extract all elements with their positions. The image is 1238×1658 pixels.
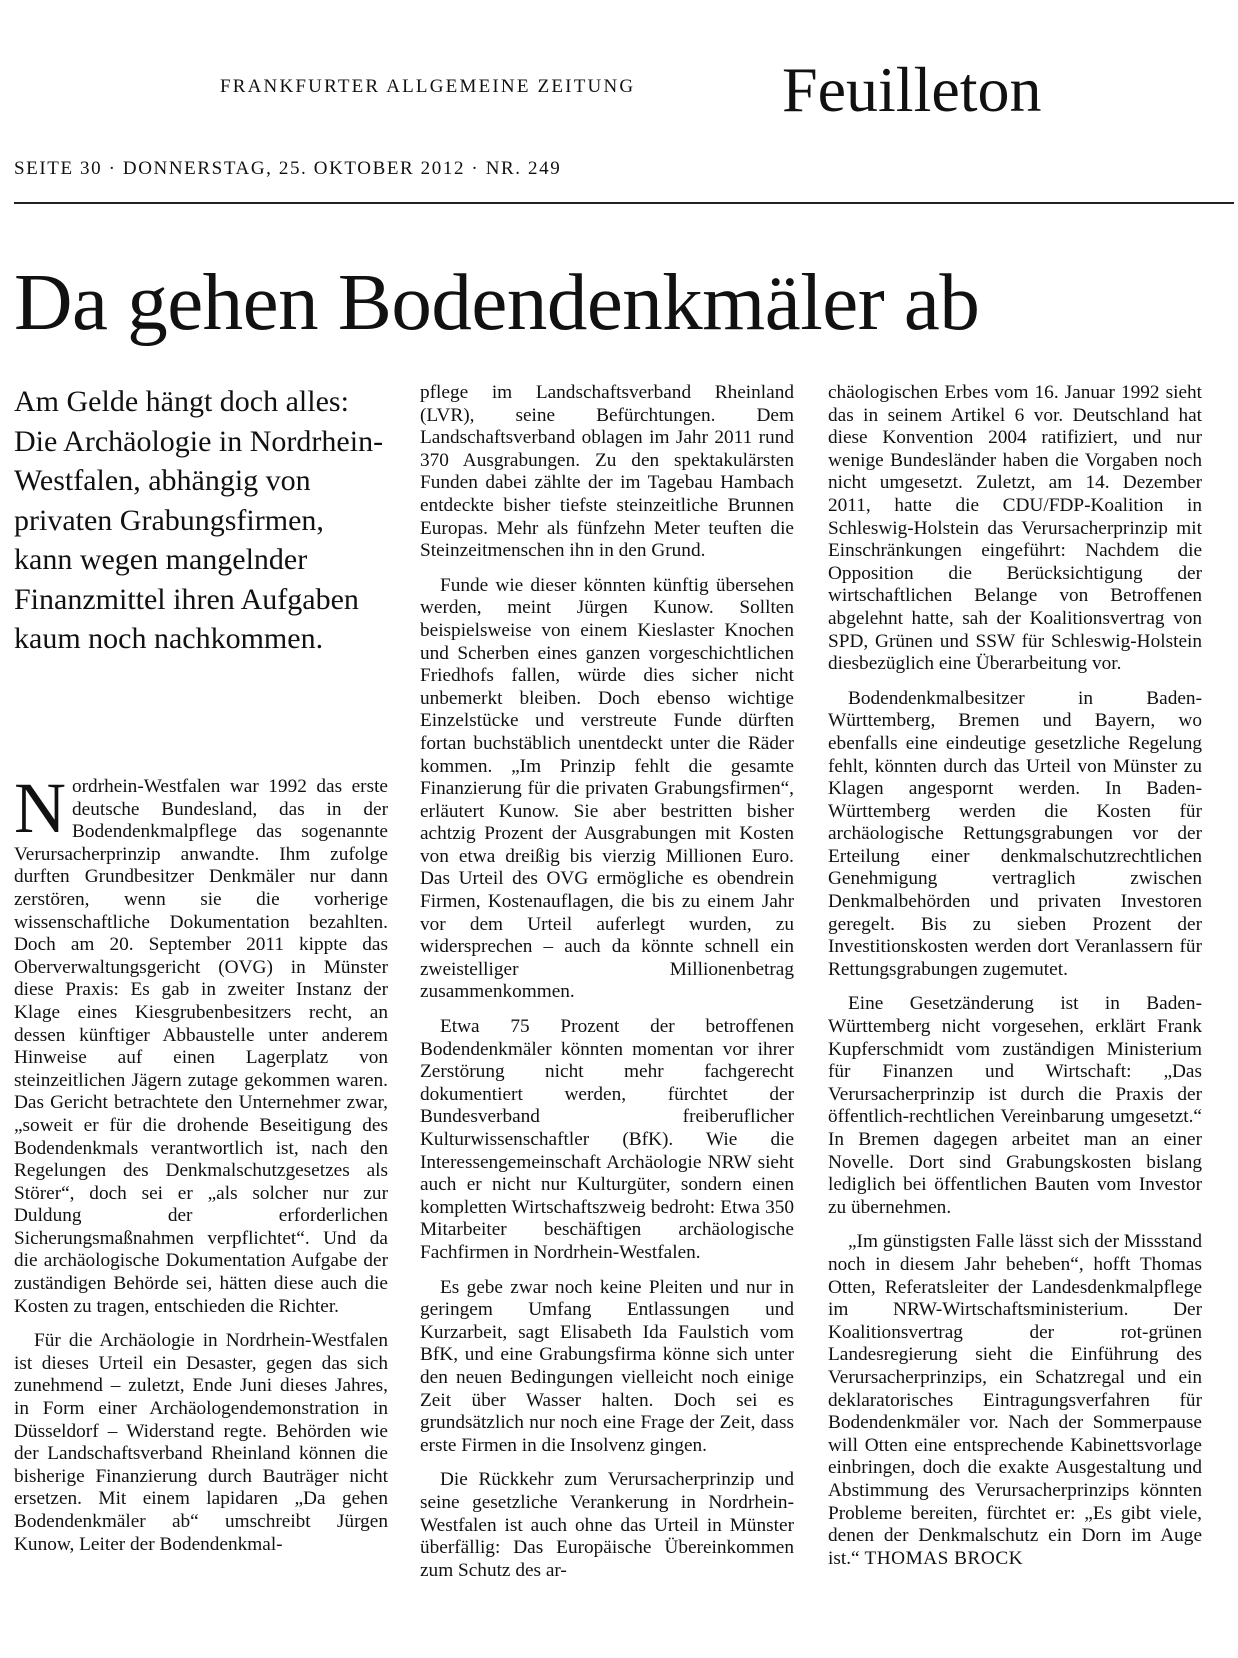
paragraph-1 [14, 768, 388, 1318]
article-column-2 [420, 382, 794, 1582]
dateline: SEITE 30 · DONNERSTAG, 25. OKTOBER 2012 · NR. 249 [14, 158, 562, 179]
paragraph-8: chäologischen Erbes vom 16. Januar 1992 sieht das in seinem Artikel 6 vor. Deutschland hat diese Konvention 2004 ratifiziert, und nur wenige Bundesländer haben die Vorgaben noch nicht umgesetzt. Zuletzt, am 14. Dezember 2011, hatte die CDU/FDP-Koalition in Schleswig-Holstein das Verursacherprinzip mit Einschränkungen eingeführt: Nachdem die Opposition die Berücksichtigung der wirtschaftlichen Belange von Betroffenen abgelehnt hatte, sah der Koalitionsvertrag von SPD, Grünen und SSW für Schleswig-Holstein diesbezüglich eine Überarbeitung vor. [828, 382, 1202, 675]
paragraph-1-text: ordrhein-Westfalen war 1992 das erste deutsche Bundesland, das in der Bodendenkmalpflege das sogenannte Verursacherprinzip anwandte. Ihm zufolge durften Grundbesitzer Denkmäler nur dann zerstören, wenn sie die vorherige wissenschaftliche Dokumentation bezahlten. Doch am 20. September 2011 kippte das Oberverwaltungsgericht (OVG) in Münster diese Praxis: Es gab in zweiter Instanz der Klage eines Kiesgrubenbesitzers recht, an dessen künftiger Abbaustelle unter anderem Hinweise auf einen Lagerplatz von steinzeitlichen Jägern zutage gekommen waren. Das Gericht betrachtete den Unternehmer zwar, „soweit er für die drohende Beseitigung des Bodendenkmals verantwortlich ist, nach den Regelungen des Denkmalschutzgesetzes als Störer“, doch sei er „als solcher nur zur Duldung der erforderlichen Sicherungsmaßnahmen verpflichtet“. Und da die archäologische Dokumentation Aufgabe der zuständigen Behörde sei, hätten diese auch die Kosten zu tragen, entschieden die Richter. [14, 776, 388, 1317]
article-column-3 [828, 382, 1202, 1570]
paragraph-4: Funde wie dieser könnten künftig übersehen werden, meint Jürgen Kunow. Sollten beispielsweise von einem Kieslaster Knochen und Scherben eines ganzen vorgeschichtlichen Friedhofs fallen, würde dies sicher nicht unbemerkt bleiben. Doch ebenso wichtige Einzelstücke und verstreute Funde dürften fortan buchstäblich unentdeckt unter die Räder kommen. „Im Prinzip fehlt die gesamte Finanzierung für die privaten Grabungsfirmen“, erläutert Kunow. Sie aber bestritten bisher achtzig Prozent der Ausgrabungen mit Kosten von etwa dreißig bis vierzig Millionen Euro. Das Urteil des OVG ermögliche es obendrein Firmen, Kostenauflagen, die bis zu einem Jahr vor dem Urteil auferlegt wurden, zu widersprechen – auch da könnte schnell ein zweistelliger Millionenbetrag zusammenkommen. [420, 574, 794, 1003]
paragraph-7: Die Rückkehr zum Verursacherprinzip und seine gesetzliche Verankerung in Nordrhein-Westfalen ist auch ohne das Urteil in Münster überfällig: Das Europäische Übereinkommen zum Schutz des ar- [420, 1469, 794, 1581]
article-headline: Da gehen Bodendenkmäler ab [14, 257, 980, 347]
header-rule [14, 202, 1234, 204]
column-1-body [14, 768, 388, 1556]
paragraph-9: Bodendenkmalbesitzer in Baden-Württemberg, Bremen und Bayern, wo ebenfalls eine eindeutige gesetzliche Regelung fehlt, könnten durch das Urteil von Münster zu Klagen angespornt werden. In Baden-Württemberg werden die Kosten für archäologische Rettungsgrabungen vor der Erteilung einer denkmalschutzrechtlichen Genehmigung vertraglich zwischen Denkmalbehörden und privaten Investoren geregelt. Bis zu sieben Prozent der Investitionskosten werden dort Veranlassern für Rettungsgrabungen zugemutet. [828, 687, 1202, 980]
paragraph-11-text: „Im günstigsten Falle lässt sich der Missstand noch in diesem Jahr beheben“, hofft Thomas Otten, Referatsleiter der Landesdenkmalpflege im NRW-Wirtschaftsministerium. Der Koalitionsvertrag der rot-grünen Landesregierung sieht die Einführung des Verursacherprinzips, ein Schatzregal und ein deklaratorisches Eintragungsverfahren für Bodendenkmäler vor. Nach der Sommerpause will Otten eine entsprechende Kabinettsvorlage einbringen, doch die exakte Ausgestaltung und Abstimmung des Verursacherprinzips könnten Probleme bereiten, fürchtet er: „Es gibt viele, denen der Denkmalschutz ein Dorn im Auge ist.“ [828, 1231, 1202, 1569]
newspaper-masthead: FRANKFURTER ALLGEMEINE ZEITUNG [220, 76, 636, 97]
paragraph-5: Etwa 75 Prozent der betroffenen Bodendenkmäler könnten momentan vor ihrer Zerstörung nicht mehr fachgerecht dokumentiert werden, fürchtet der Bundesverband freiberuflicher Kulturwissenschaftler (BfK). Wie die Interessengemeinschaft Archäologie NRW sieht auch er nicht nur Kulturgüter, sondern einen kompletten Wirtschaftszweig bedroht: Etwa 350 Mitarbeiter beschäftigen archäologische Fachfirmen in Nordrhein-Westfalen. [420, 1016, 794, 1263]
paragraph-10: Eine Gesetzänderung ist in Baden-Württemberg nicht vorgesehen, erklärt Frank Kupferschmidt vom zuständigen Ministerium für Finanzen und Wirtschaft: „Das Verursacherprinzip ist durch die Praxis der öffentlich-rechtlichen Vereinbarung umgesetzt.“ In Bremen dagegen arbeitet man an einer Novelle. Dort sind Grabungskosten bislang lediglich bei öffentlichen Bauten vom Investor zu übernehmen. [828, 993, 1202, 1218]
drop-cap: N [14, 768, 66, 848]
paragraph-11 [828, 1231, 1202, 1570]
article-lead: Am Gelde hängt doch alles: Die Archäologie in Nordrhein-Westfalen, abhängig von privaten Grabungsfirmen, kann wegen mangelnder Finanzmittel ihren Aufgaben kaum noch nachkommen. [14, 385, 384, 655]
paragraph-3: pflege im Landschaftsverband Rheinland (LVR), seine Befürchtungen. Dem Landschaftsverband oblagen im Jahr 2011 rund 370 Ausgrabungen. Zu den spektakulärsten Funden dabei zählte der im Tagebau Hambach entdeckte bisher tiefste steinzeitliche Brunnen Europas. Mehr als fünfzehn Meter teuften die Steinzeitmenschen ihn in den Grund. [420, 382, 794, 562]
section-title: Feuilleton [782, 54, 1042, 125]
paragraph-6: Es gebe zwar noch keine Pleiten und nur in geringem Umfang Entlassungen und Kurzarbeit, sagt Elisabeth Ida Faulstich vom BfK, und eine Grabungsfirma könne sich unter den neuen Bedingungen vielleicht noch einige Zeit über Wasser halten. Doch sei es grundsätzlich nur noch eine Frage der Zeit, dass erste Firmen in die Insolvenz gingen. [420, 1276, 794, 1456]
paragraph-2: Für die Archäologie in Nordrhein-Westfalen ist dieses Urteil ein Desaster, gegen das sich zunehmend – zuletzt, Ende Juni dieses Jahres, in Form einer Archäologendemonstration in Düsseldorf – Widerstand regte. Behörden wie der Landschaftsverband Rheinland können die bisherige Finanzierung durch Bauträger nicht ersetzen. Mit einem lapidaren „Da gehen Bodendenkmäler ab“ umschreibt Jürgen Kunow, Leiter der Bodendenkmal- [14, 1330, 388, 1555]
author-byline: THOMAS BROCK [864, 1547, 1024, 1569]
